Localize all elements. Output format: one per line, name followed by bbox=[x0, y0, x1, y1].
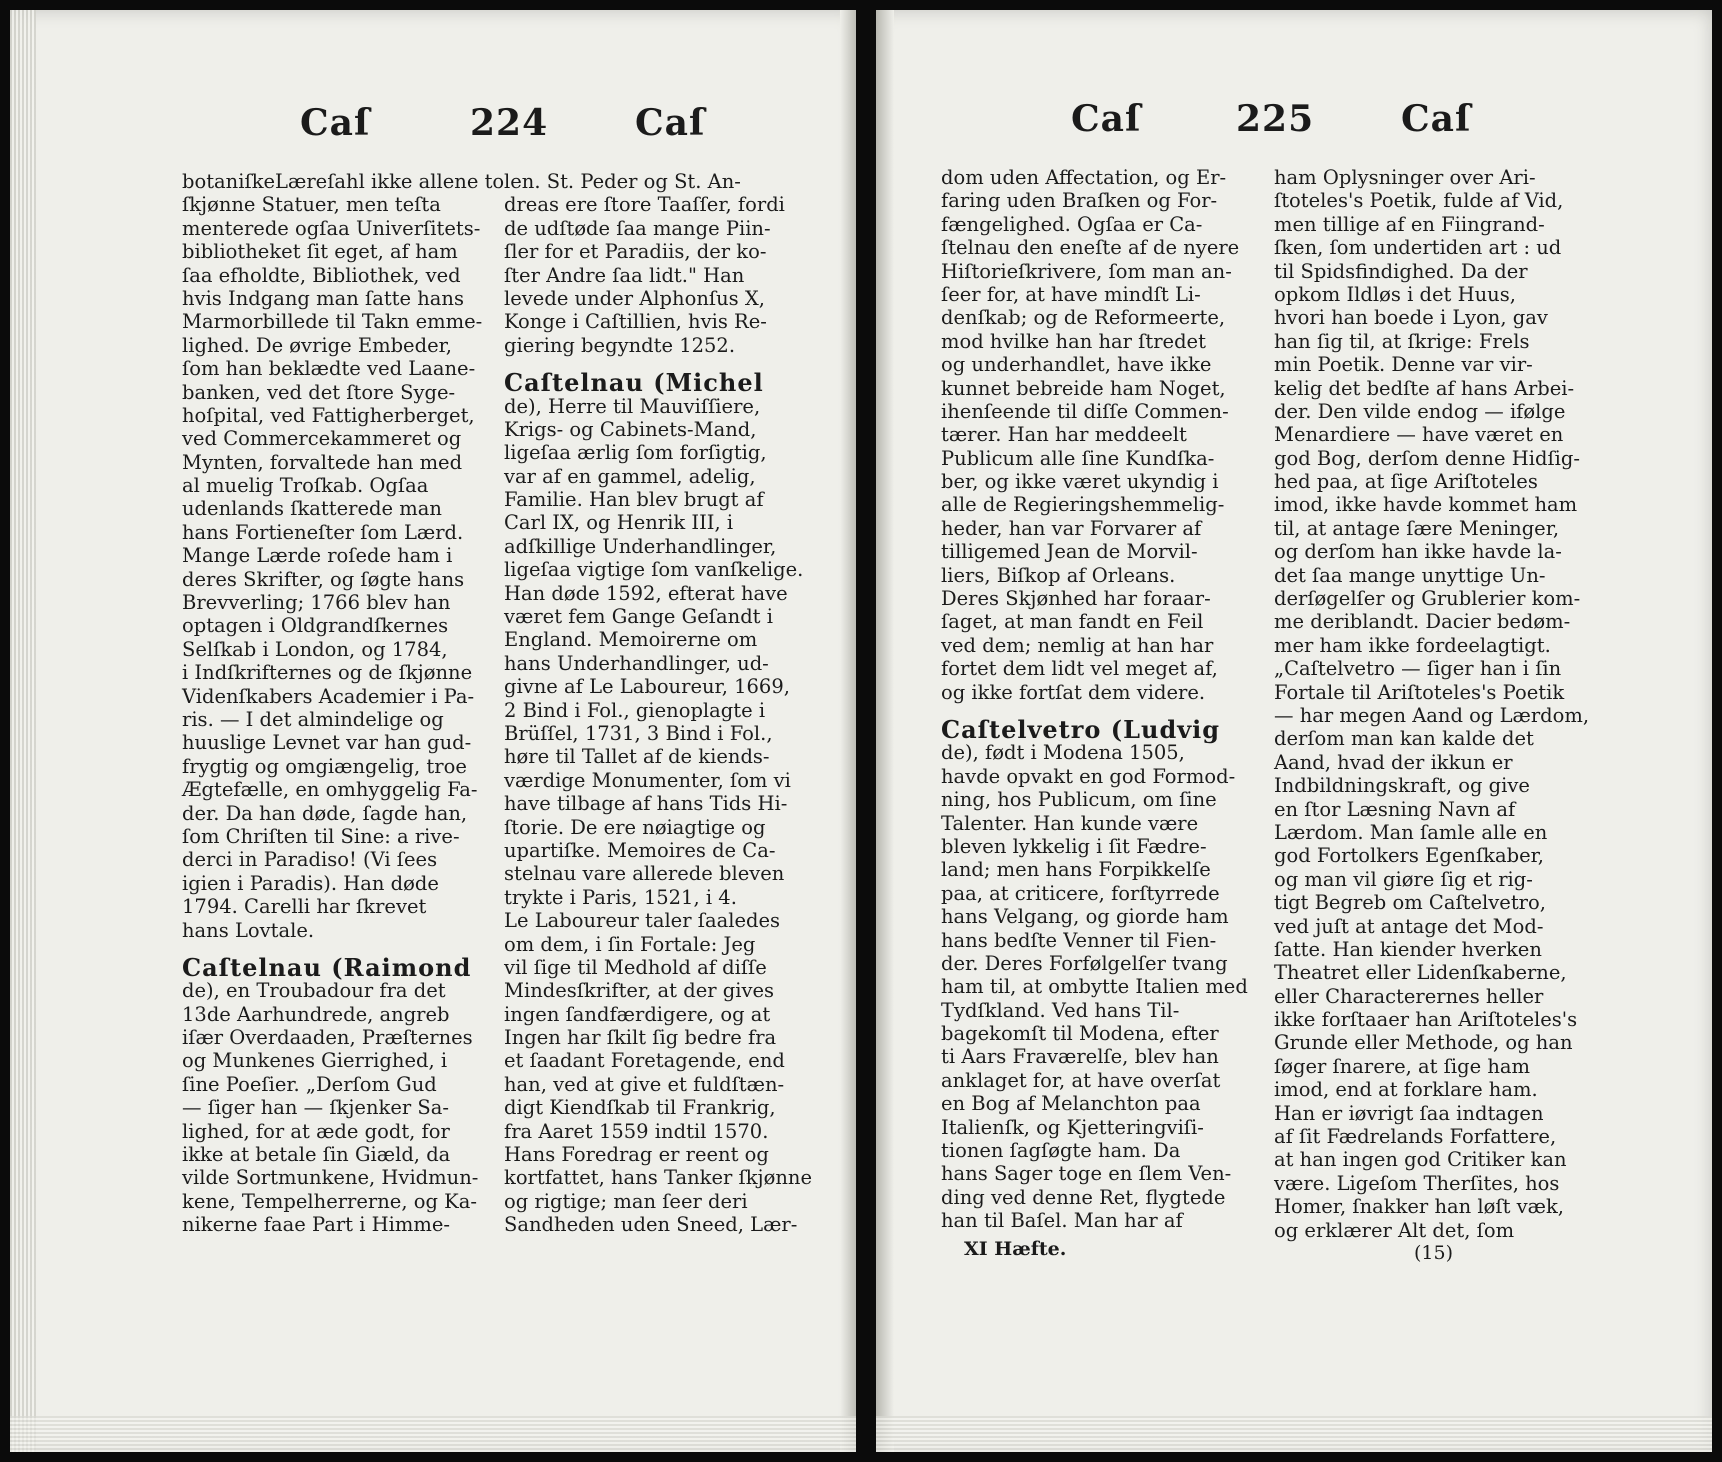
text-line: hans Underhandlinger, ud- bbox=[504, 651, 769, 675]
text-line: liers, Biſkop af Orleans. bbox=[941, 563, 1176, 587]
text-line: Italienſk, og Kjetteringviſi- bbox=[941, 1115, 1204, 1139]
text-line: ham Oplysninger over Ari- bbox=[1274, 166, 1536, 189]
text-line: givne af Le Laboureur, 1669, bbox=[504, 675, 790, 699]
text-line: Indbildningskraft, og give bbox=[1274, 774, 1530, 798]
text-line: hans Velgang, og giorde ham bbox=[941, 905, 1229, 929]
text-line: deres Skrifter, og ſøgte hans bbox=[182, 567, 465, 591]
text-line: trykte i Paris, 1521, i 4. bbox=[504, 885, 737, 909]
left-page bbox=[10, 10, 856, 1452]
text-line: været fem Gange Geſandt i bbox=[504, 605, 773, 629]
text-line: heder, han var Forvarer af bbox=[941, 516, 1202, 540]
text-line: vilde Sortmunkene, Hvidmun- bbox=[182, 1166, 479, 1190]
text-line: hans bedſte Venner til Fien- bbox=[941, 928, 1217, 952]
gutter-shadow bbox=[840, 10, 856, 1452]
text-line: Lærdom. Man ſamle alle en bbox=[1274, 820, 1548, 844]
text-line: menterede ogſaa Univerſitets- bbox=[182, 216, 481, 240]
text-line: ſler for et Paradiis, der ko- bbox=[504, 240, 767, 264]
text-line: Hans Foredrag er reent og bbox=[504, 1143, 769, 1167]
text-line: ning, hos Publicum, om ſine bbox=[941, 788, 1217, 812]
text-line: imod, ikke havde kommet ham bbox=[1274, 493, 1578, 517]
text-line: af ſit Fædrelands Forfattere, bbox=[1274, 1125, 1557, 1149]
text-line: Theatret eller Lidenſkaberne, bbox=[1274, 961, 1567, 985]
text-line: me deriblandt. Dacier bedøm- bbox=[1274, 610, 1571, 634]
text-line: tionen ſagſøgte ham. Da bbox=[941, 1139, 1181, 1163]
text-line: bibliotheket ſit eget, af ham bbox=[182, 240, 458, 264]
text-line: værdige Monumenter, ſom vi bbox=[504, 768, 791, 792]
text-line: Videnſkabers Academier i Pa- bbox=[182, 684, 475, 708]
text-line: ligeſaa ærlig ſom forſigtig, bbox=[504, 441, 767, 465]
text-line: digt Kiendſkab til Frankrig, bbox=[504, 1096, 776, 1120]
text-line: Publicum alle ſine Kundſka- bbox=[941, 446, 1215, 470]
text-line: ris. — I det almindelige og bbox=[182, 707, 444, 731]
text-line: hvis Indgang man ſatte hans bbox=[182, 286, 464, 310]
text-line: det ſaa mange unyttige Un- bbox=[1274, 563, 1546, 587]
text-line: England. Memoirerne om bbox=[504, 628, 758, 652]
text-line: Deres Skjønhed har foraar- bbox=[941, 587, 1211, 611]
gutter-shadow bbox=[876, 10, 894, 1452]
text-line: optagen i Oldgrandſkernes bbox=[182, 614, 449, 638]
text-line: Menardiere — have været en bbox=[1274, 423, 1564, 447]
text-line: min Poetik. Denne var vir- bbox=[1274, 353, 1533, 377]
text-line: være. Ligeſom Therſites, hos bbox=[1274, 1171, 1560, 1195]
text-line: hans Sager toge en ſlem Ven- bbox=[941, 1162, 1232, 1186]
text-line: Selſkab i London, og 1784, bbox=[182, 637, 448, 661]
text-line: ikke at betale ſin Giæld, da bbox=[182, 1143, 451, 1167]
text-line: ſom Chriſten til Sine: a rive- bbox=[182, 824, 460, 848]
text-line: dom uden Affectation, og Er- bbox=[941, 166, 1227, 189]
text-line: land; men hans Forpikkelſe bbox=[941, 858, 1211, 882]
text-line: de), Herre til Mauviſſiere, bbox=[504, 394, 761, 418]
text-line: Marmorbillede til Takn emme- bbox=[182, 310, 483, 334]
text-line: og Munkenes Gierrighed, i bbox=[182, 1049, 448, 1073]
text-line: god Bog, derſom denne Hidſig- bbox=[1274, 446, 1580, 470]
text-line: nikerne faae Part i Himme- bbox=[182, 1213, 450, 1237]
text-line: bleven lykkelig i ſit Fædre- bbox=[941, 834, 1207, 858]
text-line: hvori han boede i Lyon, gav bbox=[1274, 306, 1548, 330]
text-line: denſkab; og de Reformeerte, bbox=[941, 306, 1226, 330]
text-line: en Bog af Melanchton paa bbox=[941, 1092, 1201, 1116]
text-line: kene, Tempelherrerne, og Ka- bbox=[182, 1189, 477, 1213]
text-line: ligeſaa vigtige ſom vanſkelige. bbox=[504, 558, 804, 582]
text-line: dreas ere ſtore Taaſſer, fordi bbox=[504, 193, 785, 217]
text-line: kelig det bedſte af hans Arbei- bbox=[1274, 376, 1575, 400]
text-line: der. Da han døde, ſagde han, bbox=[182, 801, 468, 825]
text-line: Mange Lærde roſede ham i bbox=[182, 544, 453, 568]
text-line: botaniſkeLæreſahl ikke allene to bbox=[182, 170, 505, 193]
text-line: bagekomſt til Modena, efter bbox=[941, 1022, 1219, 1046]
text-line: levede under Alphonſus X, bbox=[504, 286, 765, 310]
text-line: Fortale til Ariſtoteles's Poetik bbox=[1274, 680, 1565, 704]
text-line: iſær Overdaaden, Præſternes bbox=[182, 1026, 473, 1050]
text-line: hans Lovtale. bbox=[182, 918, 315, 942]
text-line: i Indſkrifternes og de ſkjønne bbox=[182, 661, 473, 685]
text-line: Le Laboureur taler ſaaledes bbox=[504, 909, 781, 933]
text-line: 13de Aarhundrede, angreb bbox=[182, 1002, 450, 1026]
text-line: tigt Begreb om Caſtelvetro, bbox=[1274, 891, 1546, 915]
text-line: ſtelnau den eneſte af de nyere bbox=[941, 236, 1240, 260]
text-line: alle de Regieringshemmelig- bbox=[941, 493, 1225, 517]
text-line: derſøgelſer og Grublerier kom- bbox=[1274, 587, 1581, 611]
entry-headword: Caſtelnau (Raimond bbox=[182, 952, 472, 982]
text-line: mer ham ikke fordeelagtigt. bbox=[1274, 633, 1551, 657]
text-line: og derſom han ikke havde la- bbox=[1274, 540, 1562, 564]
text-line: og underhandlet, have ikke bbox=[941, 353, 1212, 377]
text-line: ber, og ikke været ukyndig i bbox=[941, 470, 1219, 494]
text-line: lighed, for at æde godt, for bbox=[182, 1119, 450, 1143]
text-line: have tilbage af hans Tids Hi- bbox=[504, 792, 788, 816]
entry-headword: Caſtelnau (Michel bbox=[504, 368, 764, 398]
text-line: derſom man kan kalde det bbox=[1274, 727, 1534, 751]
text-line: havde opvakt en god Formod- bbox=[941, 764, 1236, 788]
text-line: ſkjønne Statuer, men teſta bbox=[182, 193, 441, 217]
text-line: faring uden Braſken og For- bbox=[941, 189, 1218, 213]
text-line: tærer. Han har meddeelt bbox=[941, 423, 1187, 447]
text-line: Konge i Caſtillien, hvis Re- bbox=[504, 310, 767, 334]
page-edges-bottom bbox=[876, 1416, 1712, 1452]
text-line: kortfattet, hans Tanker ſkjønne bbox=[504, 1166, 812, 1190]
page-number: 224 bbox=[470, 102, 549, 144]
text-line: 2 Bind i Fol., gienoplagte i bbox=[504, 698, 766, 722]
signature-mark: XI Hæfte. bbox=[964, 1238, 1067, 1260]
text-line: ſter Andre ſaa lidt." Han bbox=[504, 263, 745, 287]
text-line: ham til, at ombytte Italien med bbox=[941, 975, 1248, 999]
text-line: Ingen har ſkilt ſig bedre fra bbox=[504, 1026, 777, 1050]
text-line: ved dem; nemlig at han har bbox=[941, 633, 1214, 657]
running-head bbox=[10, 102, 856, 152]
text-line: — ſiger han — ſkjenker Sa- bbox=[182, 1096, 449, 1120]
text-line: var af en gammel, adelig, bbox=[504, 464, 756, 488]
text-line: og man vil giøre ſig et rig- bbox=[1274, 867, 1533, 891]
text-line: upartiſke. Memoires de Ca- bbox=[504, 838, 776, 862]
text-line: Han døde 1592, efterat have bbox=[504, 581, 788, 605]
text-line: hed paa, at ſige Ariſtoteles bbox=[1274, 470, 1538, 494]
text-line: giering begyndte 1252. bbox=[504, 333, 736, 357]
text-line: Hiſtorieſkrivere, ſom man an- bbox=[941, 259, 1232, 283]
text-line: Aand, hvad der ikkun er bbox=[1274, 750, 1513, 774]
text-line: og ikke fortſat dem videre. bbox=[941, 680, 1206, 704]
text-line: anklaget for, at have overſat bbox=[941, 1068, 1221, 1092]
header-right-word: Caſ bbox=[635, 102, 706, 144]
text-line: de udſtøde ſaa mange Piin- bbox=[504, 216, 771, 240]
header-left-word: Caſ bbox=[300, 102, 371, 144]
text-line: Mindesſkrifter, at der gives bbox=[504, 979, 775, 1003]
text-line: ingen ſandfærdigere, og at bbox=[504, 1002, 771, 1026]
right-page bbox=[876, 10, 1712, 1452]
header-left-word: Caſ bbox=[1071, 98, 1142, 140]
text-line: og rigtige; man ſeer deri bbox=[504, 1189, 748, 1213]
text-line: og erklærer Alt det, ſom bbox=[1274, 1218, 1515, 1242]
text-column-right bbox=[1274, 166, 1590, 1242]
text-line: fortet dem lidt vel meget af, bbox=[941, 657, 1218, 681]
text-line: Grunde eller Methode, og han bbox=[1274, 1031, 1573, 1055]
text-line: ſøger ſnarere, at ſige ham bbox=[1274, 1054, 1531, 1078]
header-right-word: Caſ bbox=[1401, 98, 1472, 140]
text-line: til Spidsfindighed. Da der bbox=[1274, 259, 1528, 283]
text-line: hoſpital, ved Fattigherberget, bbox=[182, 403, 475, 427]
text-line: igien i Paradis). Han døde bbox=[182, 871, 439, 895]
text-line: ſaa efholdte, Bibliothek, ved bbox=[182, 263, 461, 287]
sheet-number: (15) bbox=[1414, 1242, 1454, 1264]
running-head bbox=[876, 98, 1712, 148]
entry-headword: Caſtelvetro (Ludvig bbox=[941, 714, 1221, 744]
text-line: adſkillige Underhandlinger, bbox=[504, 534, 777, 558]
text-line: Mynten, forvaltede han med bbox=[182, 450, 463, 474]
text-line: ſken, ſom undertiden art : ud bbox=[1274, 236, 1562, 260]
text-line: han til Baſel. Man har af bbox=[941, 1209, 1183, 1233]
text-line: der. Den vilde endog — ifølge bbox=[1274, 399, 1566, 423]
text-line: ſom han beklædte ved Laane- bbox=[182, 357, 476, 381]
text-line: ved Commercekammeret og bbox=[182, 427, 462, 451]
text-line: lighed. De øvrige Embeder, bbox=[182, 333, 452, 357]
text-line: til, at antage ſære Meninger, bbox=[1274, 516, 1560, 540]
text-line: de), en Troubadour fra det bbox=[182, 979, 446, 1003]
text-line: „Caſtelvetro — ſiger han i ſin bbox=[1274, 657, 1562, 681]
text-line: Carl IX, og Henrik III, i bbox=[504, 511, 734, 535]
text-line: god Fortolkers Egenſkaber, bbox=[1274, 844, 1545, 868]
text-line: ſatte. Han kiender hverken bbox=[1274, 937, 1542, 961]
text-line: ding ved denne Ret, flygtede bbox=[941, 1185, 1226, 1209]
text-line: Han er iøvrigt ſaa indtagen bbox=[1274, 1101, 1544, 1125]
text-line: ti Aars Fraværelſe, blev han bbox=[941, 1045, 1219, 1069]
text-line: huuslige Levnet var han gud- bbox=[182, 731, 472, 755]
text-line: ikke forſtaaer han Ariſtoteles's bbox=[1274, 1008, 1578, 1032]
text-line: han, ved at give et fuldſtæn- bbox=[504, 1072, 785, 1096]
text-line: Sandheden uden Sneed, Lær- bbox=[504, 1213, 798, 1237]
text-line: vil ſige til Medhold af diſſe bbox=[504, 955, 767, 979]
text-line: han ſig til, at ſkrige: Frels bbox=[1274, 329, 1530, 353]
text-line: paa, at criticere, forſtyrrede bbox=[941, 881, 1220, 905]
text-line: udenlands ſkatterede man bbox=[182, 497, 442, 521]
text-line: Homer, ſnakker han løſt væk, bbox=[1274, 1195, 1564, 1219]
text-line: Brevverling; 1766 blev han bbox=[182, 591, 451, 615]
text-line: ſine Poeſier. „Derſom Gud bbox=[182, 1072, 437, 1096]
text-line: mod hvilke han har ſtredet bbox=[941, 329, 1206, 353]
text-line: derci in Paradiso! (Vi ſees bbox=[182, 848, 438, 872]
text-line: kunnet bebreide ham Noget, bbox=[941, 376, 1226, 400]
text-line: ihenſeende til diſſe Commen- bbox=[941, 399, 1229, 423]
text-line: eller Characterernes heller bbox=[1274, 984, 1544, 1008]
text-line: tilligemed Jean de Morvil- bbox=[941, 540, 1198, 564]
text-line: imod, end at forklare ham. bbox=[1274, 1078, 1538, 1102]
text-line: frygtig og omgiængelig, troe bbox=[182, 754, 467, 778]
text-line: opkom Ildløs i det Huus, bbox=[1274, 282, 1516, 306]
text-line: stelnau vare allerede bleven bbox=[504, 862, 785, 886]
text-line: der. Deres Forfølgelſer tvang bbox=[941, 951, 1228, 975]
text-line: om dem, i ſin Fortale: Jeg bbox=[504, 932, 756, 956]
text-line: men tillige af en Fiingrand- bbox=[1274, 212, 1545, 236]
text-line: banken, ved det ſtore Syge- bbox=[182, 380, 456, 404]
page-edges-bottom bbox=[10, 1416, 856, 1452]
text-line: Brüſſel, 1731, 3 Bind i Fol., bbox=[504, 721, 773, 745]
text-line: et ſaadant Foretagende, end bbox=[504, 1049, 785, 1073]
text-line: fængelighed. Ogſaa er Ca- bbox=[941, 212, 1203, 236]
text-column-left bbox=[182, 170, 505, 1237]
text-line: fra Aaret 1559 indtil 1570. bbox=[504, 1119, 769, 1143]
text-line: Krigs- og Cabinets-Mand, bbox=[504, 417, 757, 441]
text-column-right bbox=[504, 170, 812, 1237]
text-line: ſaget, at man fandt en Feil bbox=[941, 610, 1204, 634]
page-number: 225 bbox=[1236, 98, 1315, 140]
text-line: Ægtefælle, en omhyggelig Fa- bbox=[182, 778, 478, 802]
text-line: ſtorie. De ere nøiagtige og bbox=[504, 815, 766, 839]
text-line: hans Fortieneſter ſom Lærd. bbox=[182, 520, 464, 544]
text-line: Familie. Han blev brugt af bbox=[504, 488, 764, 512]
text-line: 1794. Carelli har ſkrevet bbox=[182, 895, 427, 919]
text-line: Tydſkland. Ved hans Til- bbox=[941, 998, 1180, 1022]
page-edges bbox=[10, 10, 36, 1452]
text-line: at han ingen god Critiker kan bbox=[1274, 1148, 1567, 1172]
text-line: de), født i Modena 1505, bbox=[941, 741, 1185, 765]
text-line: — har megen Aand og Lærdom, bbox=[1274, 703, 1590, 727]
text-line: høre til Tallet af de kiends- bbox=[504, 745, 770, 769]
text-line: ſtoteles's Poetik, fulde af Vid, bbox=[1274, 189, 1564, 213]
text-line: ſeer for, at have mindſt Li- bbox=[941, 282, 1201, 306]
text-line: ved juſt at antage det Mod- bbox=[1274, 914, 1544, 938]
text-line: al muelig Troſkab. Ogſaa bbox=[182, 474, 429, 498]
text-line: len. St. Peder og St. An- bbox=[504, 170, 741, 193]
text-line: Talenter. Han kunde være bbox=[941, 811, 1199, 835]
text-line: en ſtor Læsning Navn af bbox=[1274, 797, 1516, 821]
text-column-left bbox=[941, 166, 1248, 1233]
